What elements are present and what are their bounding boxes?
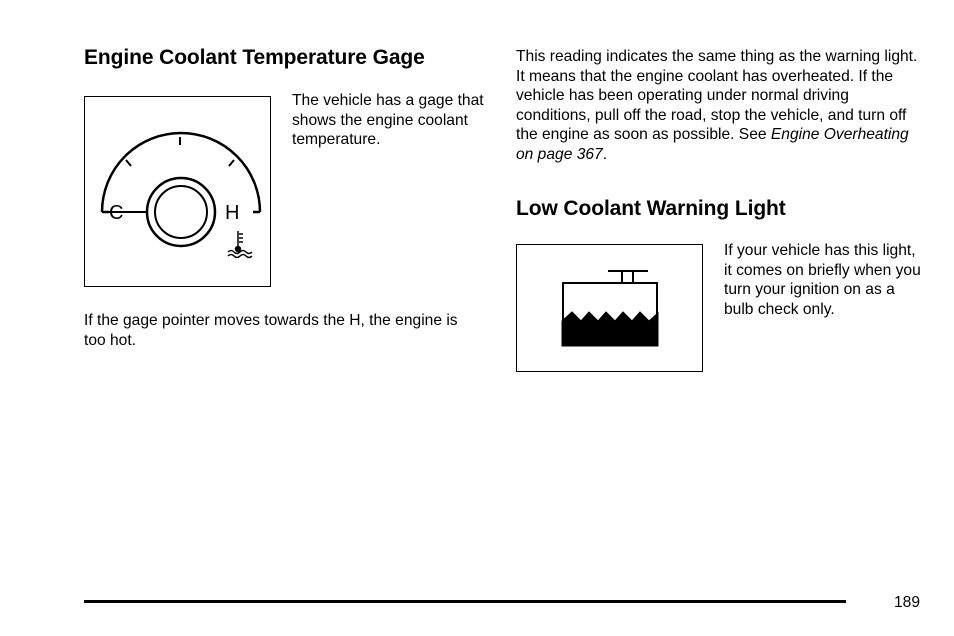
section-heading-coolant-gage: Engine Coolant Temperature Gage xyxy=(84,46,425,69)
gage-tick xyxy=(229,160,234,166)
coolant-gage-illustration xyxy=(84,96,271,287)
low-coolant-caption: If your vehicle has this light, it comes on briefly when you turn your ignition on as a bulb check only. xyxy=(724,242,921,318)
gage-tick xyxy=(126,160,131,166)
gage-cold-label: C xyxy=(109,202,124,224)
footer-rule xyxy=(84,600,846,603)
gage-caption: The vehicle has a gage that shows the engine coolant temperature. xyxy=(292,92,484,148)
section-heading-low-coolant: Low Coolant Warning Light xyxy=(516,197,786,220)
overheat-paragraph-text: This reading indicates the same thing as the warning light. It means that the engine coolant has overheated. If the vehicle has been operating under normal driving conditions, pull off the road, stop the vehicle, and turn off the engine as soon as possible. See xyxy=(516,48,918,143)
low-coolant-icon xyxy=(517,245,704,373)
gage-hot-label: H xyxy=(225,202,240,224)
overheat-paragraph xyxy=(516,47,926,164)
overheating-page-reference[interactable]: Engine Overheating on page 367 xyxy=(516,126,909,163)
gage-hot-paragraph: If the gage pointer moves towards the H, the engine is too hot. xyxy=(84,312,458,349)
gage-hub-inner xyxy=(155,186,207,238)
overheat-paragraph-end: . xyxy=(602,145,608,163)
low-coolant-light-illustration xyxy=(516,244,703,372)
coolant-temperature-icon xyxy=(228,231,252,258)
page-number: 189 xyxy=(893,594,920,611)
gage-drawing xyxy=(85,97,272,288)
